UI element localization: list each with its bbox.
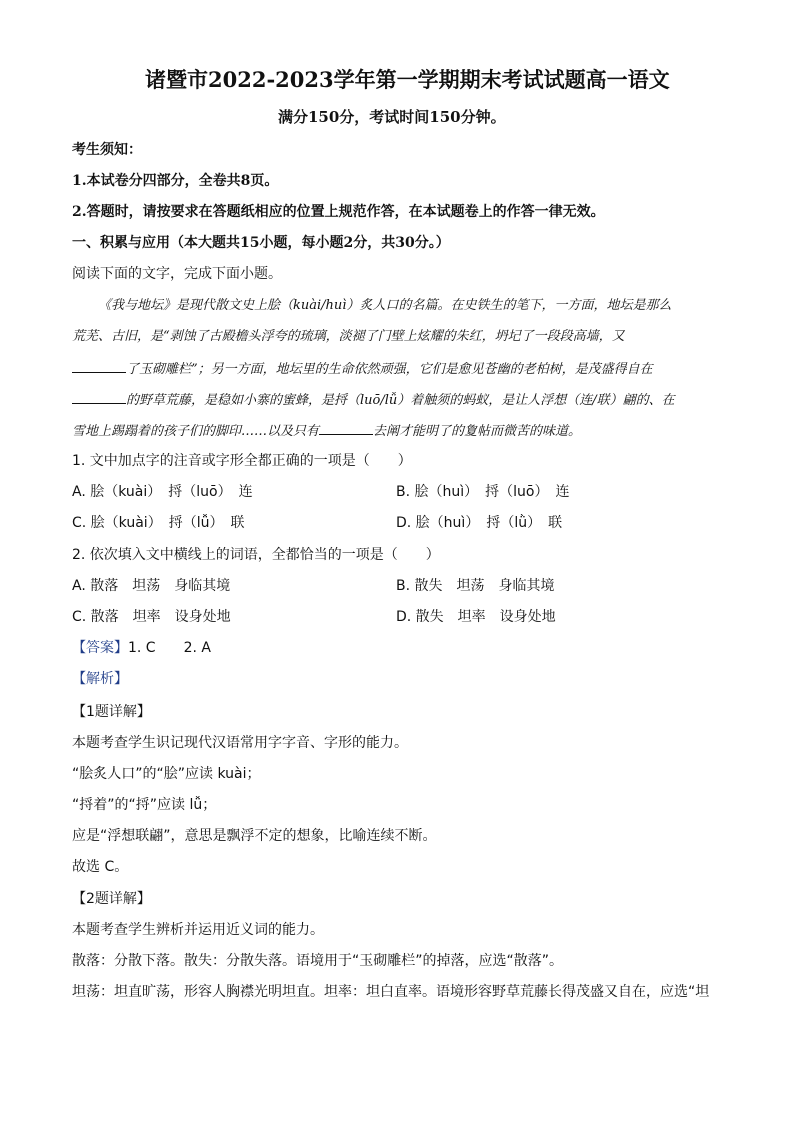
detail-2-line-2: 散落：分散下落。散失：分散失落。语境用于“玉砌雕栏”的掉落，应选“散落”。 [72,953,564,969]
notice-heading: 考生须知： [72,142,142,158]
page-title: 诸暨市2022-2023学年第一学期期末考试试题高一语文 [145,67,670,92]
question-1-stem: 1. 文中加点字的注音或字形全都正确的一项是（ ） [72,453,412,469]
detail-2-tag: 【2题详解】 [72,891,151,907]
fill-blank [319,420,373,435]
detail-1-line-3: “捋着”的“捋”应读 lǚ； [72,797,217,813]
section-instruction: 阅读下面的文字，完成下面小题。 [72,266,282,282]
passage-line-1: 《我与地坛》是现代散文史上脍（kuài/huì）炙人口的名篇。在史铁生的笔下，一方面，地坛是那么 [98,298,672,313]
fill-blank [72,358,126,373]
notice-item-1: 1.本试卷分四部分，全卷共8页。 [72,173,279,189]
passage-text: 去阐才能明了的夐帖而微苦的味道。 [373,424,582,439]
question-1-option-a: A. 脍（kuài） 捋（luō） 连 [72,484,253,500]
passage-text: 了玉砌雕栏”；另一方面，地坛里的生命依然顽强，它们是愈见苍幽的老柏树，是茂盛得自在 [126,362,653,377]
passage-text: 的野草荒藤，是稳如小寨的蜜蜂，是捋（luō/lǚ）着触须的蚂蚁，是让人浮想（连/联）翩的、在 [126,393,675,408]
detail-1-line-1: 本题考查学生识记现代汉语常用字字音、字形的能力。 [72,735,408,751]
question-1-option-c: C. 脍（kuài） 捋（lǚ） 联 [72,515,245,531]
detail-1-line-2: “脍炙人口”的“脍”应读 kuài； [72,766,261,782]
section-heading: 一、积累与应用（本大题共15小题，每小题2分，共30分。） [72,235,450,251]
page-subtitle: 满分150分，考试时间150分钟。 [278,108,506,126]
notice-item-2: 2.答题时，请按要求在答题纸相应的位置上规范作答，在本试题卷上的作答一律无效。 [72,204,605,220]
detail-2-line-1: 本题考查学生辨析并运用近义词的能力。 [72,922,324,938]
question-2-stem: 2. 依次填入文中横线上的词语，全都恰当的一项是（ ） [72,547,440,563]
question-2-option-d: D. 散失 坦率 设身处地 [396,609,556,625]
question-1-option-d: D. 脍（huì） 捋（lǜ） 联 [396,515,563,531]
answer-text: 1. C 2. A [128,640,211,656]
analysis-tag: 【解析】 [72,671,128,687]
answer-line [72,638,211,658]
question-1-option-b: B. 脍（huì） 捋（luō） 连 [396,484,570,500]
passage-text: 雪地上踢蹋着的孩子们的脚印……以及只有 [72,424,320,439]
answer-tag: 【答案】 [72,640,128,656]
detail-1-line-5: 故选 C。 [72,859,129,875]
question-2-option-b: B. 散失 坦荡 身临其境 [396,578,555,594]
question-2-option-c: C. 散落 坦率 设身处地 [72,609,231,625]
passage-line-2: 荒芜、古旧，是“剥蚀了古殿檐头浮夸的琉璃，淡褪了门壁上炫耀的朱红，坍圮了一段段高墙，又 [72,329,625,344]
passage-line-4 [72,389,675,411]
passage-line-5 [72,420,581,442]
question-2-option-a: A. 散落 坦荡 身临其境 [72,578,231,594]
fill-blank [72,389,126,404]
detail-1-line-4: 应是“浮想联翩”，意思是飘浮不定的想象，比喻连续不断。 [72,828,437,844]
detail-2-line-3: 坦荡：坦直旷荡，形容人胸襟光明坦直。坦率：坦白直率。语境形容野草荒藤长得茂盛又自在，应选“坦 [72,984,710,1000]
passage-line-3 [72,358,653,380]
detail-1-tag: 【1题详解】 [72,704,151,720]
